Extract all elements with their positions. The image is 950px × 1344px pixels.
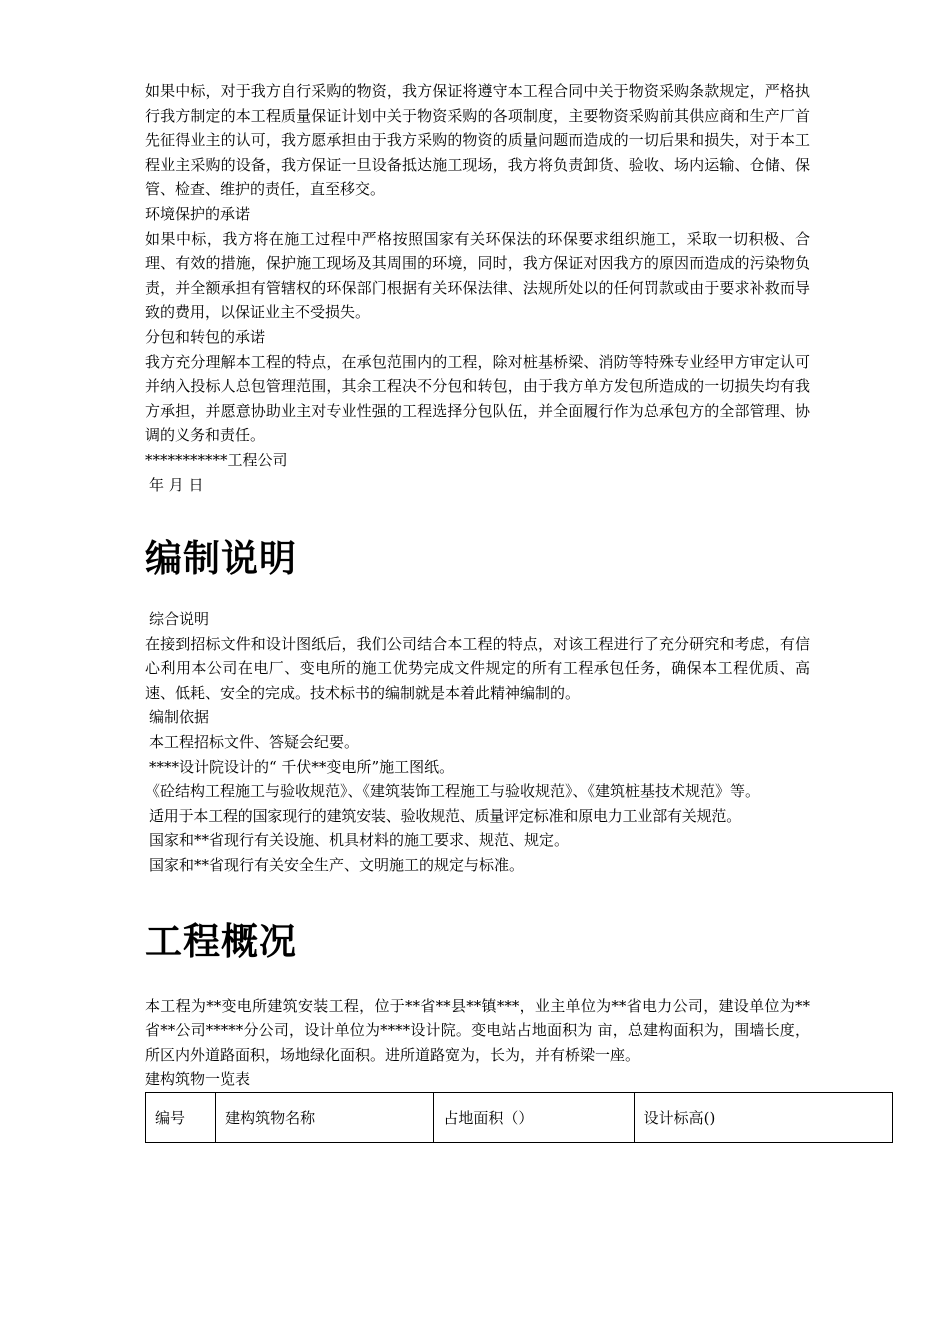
heading-overview: 工程概况 [145,919,297,963]
table-title: 建构筑物一览表 [145,1070,251,1089]
structures-table [145,1092,893,1143]
header-cell-elevation: 设计标高() [634,1093,892,1143]
subcontract-title: 分包和转包的承诺 [145,327,266,346]
env-paragraph: 如果中标，我方将在施工过程中严格按照国家有关环保法的环保要求组织施工，采取一切积极、合理、有效的措施，保护施工现场及其周围的环境，同时，我方保证对因我方的原因而造成的污染物负责，并全额承担有管辖权的环保部门根据有关环保法律、法规所处以的任何罚款或由于要求补救而导致的费用，以保证业主不受损失。 [145,229,810,322]
header-cell-name: 建构筑物名称 [216,1093,434,1143]
basis-item: ****设计院设计的“ 千伏**变电所”施工图纸。 [149,757,455,776]
general-title: 综合说明 [149,610,210,629]
procurement-paragraph: 如果中标，对于我方自行采购的物资，我方保证将遵守本工程合同中关于物资采购条款规定，严格执行我方制定的本工程质量保证计划中关于物资采购的各项制度，主要物资采购前其供应商和生产厂首先征得业主的认可，我方愿承担由于我方采购的物资的质量问题而造成的一切后果和损失，对于本工程业主采购的设备，我方保证一旦设备抵达施工现场，我方将负责卸货、验收、场内运输、仓储、保管、检查、维护的责任，直至移交。 [145,82,810,199]
basis-item: 国家和**省现行有关安全生产、文明施工的规定与标准。 [149,856,525,875]
date-line: 年 月 日 [149,475,204,494]
header-cell-number: 编号 [146,1093,216,1143]
basis-item: 适用于本工程的国家现行的建筑安装、验收规范、质量评定标准和原电力工业部有关规范。 [149,806,742,825]
header-cell-area: 占地面积（） [434,1093,634,1143]
company-signature: ***********工程公司 [145,450,288,469]
document-page [145,79,810,1143]
basis-title: 编制依据 [149,708,210,727]
subcontract-paragraph: 我方充分理解本工程的特点，在承包范围内的工程，除对桩基桥梁、消防等特殊专业经甲方审定认可并纳入投标人总包管理范围，其余工程决不分包和转包，由于我方单方发包所造成的一切损失均有我方承担，并愿意协助业主对专业性强的工程选择分包队伍，并全面履行作为总承包方的全部管理、协调的义务和责任。 [145,352,810,445]
basis-item: 国家和**省现行有关设施、机具材料的施工要求、规范、规定。 [149,831,570,850]
table-header-row [146,1093,893,1143]
general-paragraph: 在接到招标文件和设计图纸后，我们公司结合本工程的特点，对该工程进行了充分研究和考虑，有信心利用本公司在电厂、变电所的施工优势完成文件规定的所有工程承包任务，确保本工程优质、高速、低耗、安全的完成。技术标书的编制就是本着此精神编制的。 [145,634,810,702]
heading-compilation: 编制说明 [145,537,297,581]
basis-item: 本工程招标文件、答疑会纪要。 [149,733,360,752]
basis-item: 《砼结构工程施工与验收规范》、《建筑装饰工程施工与验收规范》、《建筑桩基技术规范》等。 [145,782,761,801]
env-title: 环境保护的承诺 [145,204,251,223]
overview-paragraph: 本工程为**变电所建筑安装工程，位于**省**县**镇***，业主单位为**省电力公司，建设单位为**省**公司*****分公司，设计单位为****设计院。变电站占地面积为 亩，总建构面积为，围墙长度，所区内外道路面积，场地绿化面积。进所道路宽为，长为，并有桥梁一座。 [145,996,810,1064]
